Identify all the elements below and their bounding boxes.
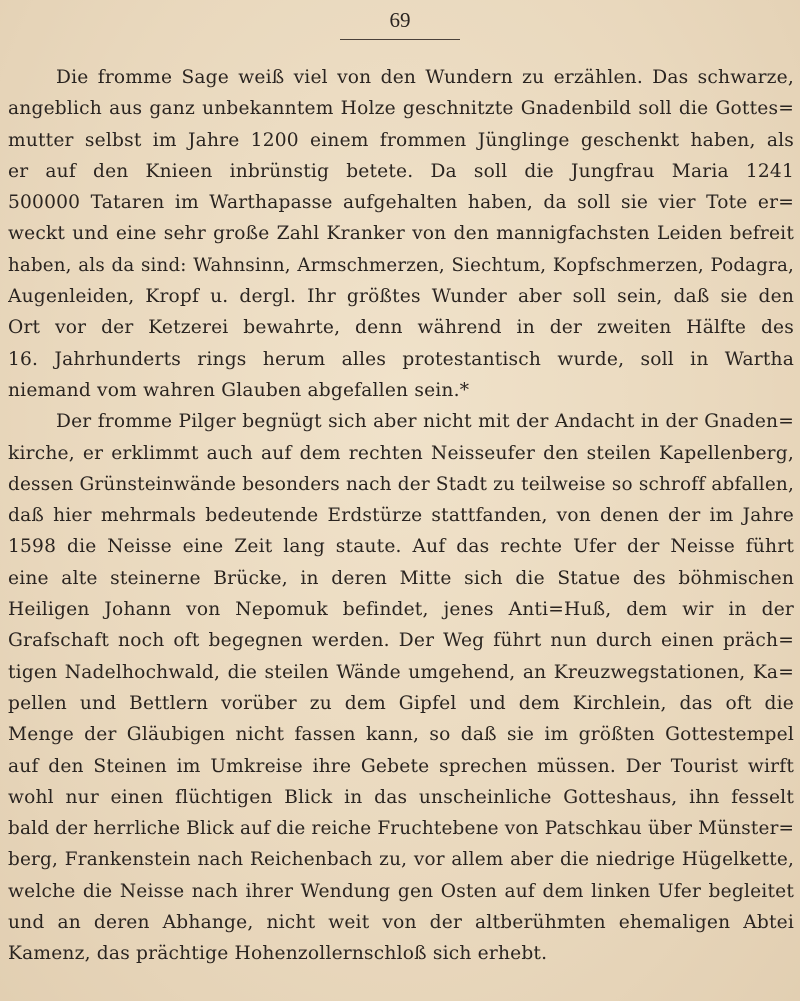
text-line: 16. Jahrhunderts rings herum alles protestantisch wurde, soll in Wartha xyxy=(8,348,794,370)
text-line: dessen Grünsteinwände besonders nach der Stadt zu teilweise so schroff abfallen, xyxy=(8,473,794,495)
text-line: berg, Frankenstein nach Reichenbach zu, vor allem aber die niedrige Hügelkette, xyxy=(8,849,794,871)
text-line: kirche, er erklimmt auch auf dem rechten Neisseufer den steilen Kapellenberg, xyxy=(8,442,794,464)
text-line: Augenleiden, Kropf u. dergl. Ihr größtes Wunder aber soll sein, daß sie den xyxy=(8,286,794,308)
text-line: Ort vor der Ketzerei bewahrte, denn während in der zweiten Hälfte des xyxy=(8,317,794,339)
text-line: Die fromme Sage weiß viel von den Wundern zu erzählen. Das schwarze, xyxy=(56,67,794,88)
body-text xyxy=(8,62,794,970)
text-line: weckt und eine sehr große Zahl Kranker von den mannigfachsten Leiden befreit xyxy=(8,223,794,245)
text-line: Menge der Gläubigen nicht fassen kann, so daß sie im größten Gottestempel xyxy=(8,724,794,746)
text-line: eine alte steinerne Brücke, in deren Mitte sich die Statue des böhmischen xyxy=(8,567,794,589)
text-line: 1598 die Neisse eine Zeit lang staute. Auf das rechte Ufer der Neisse führt xyxy=(8,536,794,558)
text-line: 500000 Tataren im Warthapasse aufgehalten haben, da soll sie vier Tote er= xyxy=(8,192,794,214)
page-number: 69 xyxy=(389,8,411,32)
text-line: bald der herrliche Blick auf die reiche Fruchtebene von Patschkau über Münster= xyxy=(8,818,794,840)
text-line: Kamenz, das prächtige Hohenzollernschloß sich erhebt. xyxy=(8,943,548,965)
text-line: niemand vom wahren Glauben abgefallen sein.* xyxy=(8,379,470,401)
header-rule xyxy=(340,39,460,40)
paragraph-2 xyxy=(8,406,794,969)
text-line: mutter selbst im Jahre 1200 einem frommen Jünglinge geschenkt haben, als xyxy=(8,129,794,151)
text-line: tigen Nadelhochwald, die steilen Wände umgehend, an Kreuzwegstationen, Ka= xyxy=(8,661,794,683)
text-line: haben, als da sind: Wahnsinn, Armschmerzen, Siechtum, Kopfschmerzen, Podagra, xyxy=(8,254,794,276)
text-line: daß hier mehrmals bedeutende Erdstürze stattfanden, von denen der im Jahre xyxy=(8,505,794,527)
text-line: wohl nur einen flüchtigen Blick in das unscheinliche Gotteshaus, ihn fesselt xyxy=(8,786,794,808)
text-line: auf den Steinen im Umkreise ihre Gebete sprechen müssen. Der Tourist wirft xyxy=(8,755,794,777)
text-line: er auf den Knieen inbrünstig betete. Da soll die Jungfrau Maria 1241 xyxy=(8,160,794,182)
text-line: und an deren Abhange, nicht weit von der altberühmten ehemaligen Abtei xyxy=(8,912,794,934)
text-line: Heiligen Johann von Nepomuk befindet, jenes Anti=Huß, dem wir in der xyxy=(8,599,794,621)
text-line: Grafschaft noch oft begegnen werden. Der Weg führt nun durch einen präch= xyxy=(8,630,794,652)
paragraph-1 xyxy=(8,62,794,406)
text-line: welche die Neisse nach ihrer Wendung gen Osten auf dem linken Ufer begleitet xyxy=(8,880,794,902)
text-line: angeblich aus ganz unbekanntem Holze geschnitzte Gnadenbild soll die Gottes= xyxy=(8,98,794,120)
text-line: pellen und Bettlern vorüber zu dem Gipfel und dem Kirchlein, das oft die xyxy=(8,692,794,714)
text-line: Der fromme Pilger begnügt sich aber nicht mit der Andacht in der Gnaden= xyxy=(56,411,794,433)
